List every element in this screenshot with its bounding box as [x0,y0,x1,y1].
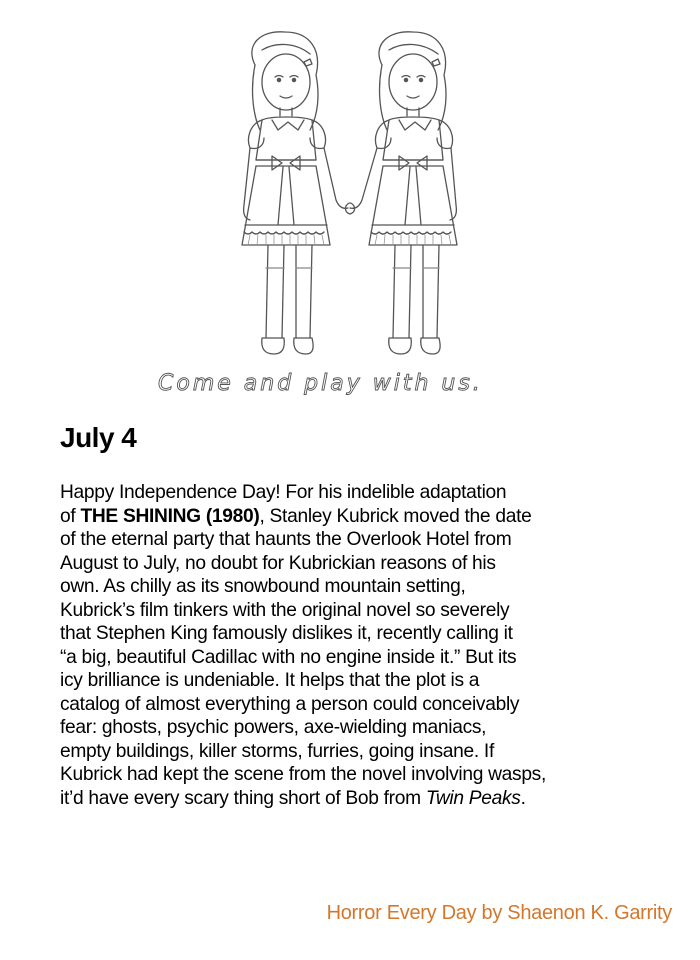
left-girl-sketch [242,32,348,354]
entry-line: catalog of almost everything a person could conceivably [60,693,520,715]
entry-line: empty buildings, killer storms, furries, going insane. If [60,740,494,762]
entry-line: August to July, no doubt for Kubrickian reasons of his [60,552,496,574]
entry-line: Kubrick’s film tinkers with the original novel so severely [60,599,510,621]
entry-line: icy brilliance is undeniable. It helps that the plot is a [60,670,480,691]
entry-line: that Stephen King famously dislikes it, recently calling it [60,623,513,644]
twin-girls-illustration [150,20,550,405]
right-girl-sketch [350,32,457,354]
date-heading: July 4 [60,422,137,453]
film-title: THE SHINING (1980) [80,505,260,527]
caption-text: Come and play with us. [158,371,483,396]
entry-line: Happy Independence Day! For his indelible adaptation [60,482,507,503]
entry-line: own. As chilly as its snowbound mountain setting, [60,576,466,597]
author-credit: Horror Every Day by Shaenon K. Garrity [326,902,672,924]
entry-line: “a big, beautiful Cadillac with no engine inside it.” But its [60,646,517,668]
entry-line: it’d have every scary thing short of Bob from Twin Peaks. [60,787,526,809]
show-title: Twin Peaks [425,787,521,809]
entry-line: Kubrick had kept the scene from the novel involving wasps, [60,764,547,785]
entry-line: of THE SHINING (1980), Stanley Kubrick moved the date [60,505,532,527]
entry-text [60,481,660,810]
handwritten-caption [150,360,550,400]
entry-line: fear: ghosts, psychic powers, axe-wielding maniacs, [60,717,487,738]
entry-line: of the eternal party that haunts the Overlook Hotel from [60,529,512,550]
